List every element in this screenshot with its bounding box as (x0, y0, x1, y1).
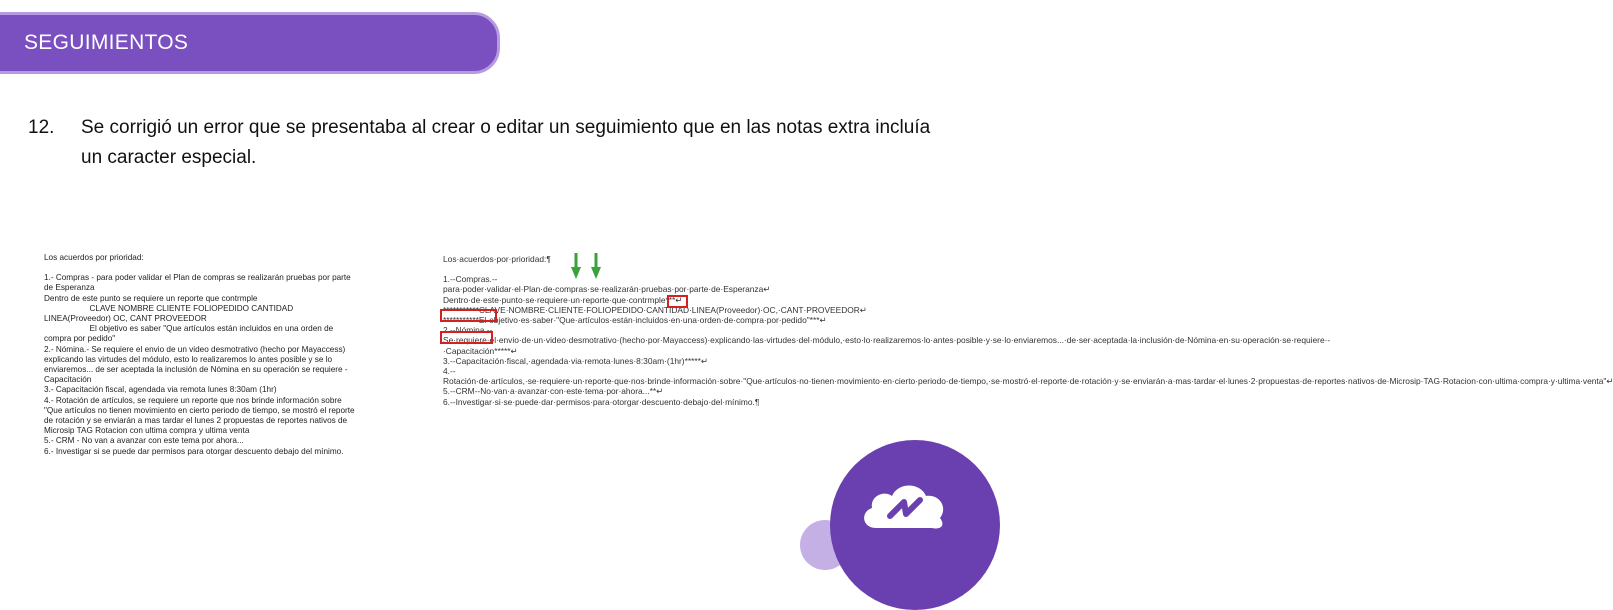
doc-line: 1.- Compras - para poder validar el Plan de compras se realizarán pruebas por parte de Esperanza (44, 273, 354, 293)
doc-line: 2.--Nómina.--Se·requiere·el·envio·de·un·video·desmotrativo·(hecho·por·Mayaccess)·explicando·las·virtudes·del·módulo,·esto·lo·realizaremos·lo·antes·posible·y·se·lo·enviaremos...·de·ser·aceptada·la·inclusión·de·Nómina·en·su·operación·se·requiere·-·Capacitación*****↵ (443, 325, 1331, 356)
doc-line: Dentro de este punto se requiere un reporte que contrmple (44, 293, 258, 303)
doc-line (443, 264, 793, 274)
doc-line: El objetivo es saber "Que artículos están incluidos en una orden de compra por pedido" (44, 324, 336, 344)
doc-line: Los·acuerdos·por·prioridad:¶ (443, 254, 551, 264)
doc-line: Los acuerdos por prioridad: (44, 253, 144, 262)
doc-line: 2.- Nómina.- Se requiere el envio de un video desmotrativo (hecho por Mayaccess) explicando las virtudes del módulo, esto lo realizaremos lo antes posible y se lo enviaremos... de ser aceptada la inclusión de Nómina en su operación se requiere - Capacitación (44, 344, 350, 385)
doc-line: 5.- CRM - No van a avanzar con este tema por ahora... (44, 436, 244, 446)
green-down-arrow-icon (571, 253, 581, 279)
doc-line: 1.--Compras.--para·poder·validar·el·Plan·de·compras·se·realizarán·pruebas·por·parte·de·Esperanza↵ (443, 274, 771, 295)
doc-line: 3.- Capacitación fiscal, agendada via remota lunes 8:30am (1hr) (44, 385, 277, 395)
doc-line: ***********El·objetivo·es·saber·"Que·artículos·están·incluidos·en·una·orden·de·compra·por·pedido"***↵ (443, 315, 827, 326)
doc-line: ***********CLAVE·NOMBRE·CLIENTE·FOLIOPEDIDO·CANTIDAD·LINEA(Proveedor)·OC,·CANT·PROVEEDOR↵ (443, 304, 867, 315)
doc-line: 6.- Investigar si se puede dar permisos para otorgar descuento debajo del mínimo. (44, 446, 344, 456)
item-number: 12. (28, 117, 55, 138)
doc-line: 4.- Rotación de artículos, se requiere un reporte que nos brinde información sobre "Que artículos no tienen movimiento en cierto periodo de tiempo, se mostró el reporte de rotación y se enviarán a mas tardar el lunes 2 propuestas de reportes nativos de Microsip TAG Rotacion con ultima compra y ultima venta (44, 395, 357, 436)
doc-line: 6.--Investigar·si·se·puede·dar·permisos·para·otorgar·descuento·debajo·del·mínimo.¶ (443, 396, 760, 407)
green-down-arrow-icon (591, 253, 601, 279)
highlight-box (440, 309, 497, 322)
item-description: Se corrigió un error que se presentaba al crear o editar un seguimiento que en las notas extra incluía un caracter especial. (81, 117, 931, 168)
doc-line: Dentro·de·este·punto·se·requiere·un·reporte·que·contrmple***↵ (443, 294, 683, 305)
doc-line: 5.--CRM--No·van·a·avanzar·con·este·tema·por·ahora...**↵ (443, 386, 664, 397)
document-after (443, 254, 1613, 407)
document-before (44, 253, 362, 457)
doc-line: 4.--Rotación·de·artículos,·se·requiere·un·reporte·que·nos·brinde·información·sobre·"Que·artículos·no·tienen·movimiento·en·cierto·periodo·de·tiempo,·se·mostró·el·reporte·de·rotación·y·se·enviarán·a·mas·tardar·el·lunes·2·propuestas·de·reportes·nativos·de·Microsip·TAG·Rotacion·con·ultima·compra·y·ultima·venta"↵ (443, 366, 1613, 387)
doc-line: CLAVE NOMBRE CLIENTE FOLIOPEDIDO CANTIDAD LINEA(Proveedor) OC, CANT PROVEEDOR (44, 303, 296, 324)
highlight-box (667, 295, 688, 308)
highlight-box (440, 331, 493, 344)
cloud-lightning-icon (856, 468, 952, 534)
doc-line (44, 263, 362, 273)
doc-line: 3.--Capacitación·fiscal,·agendada·via·remota·lunes·8:30am·(1hr)*****↵ (443, 355, 708, 366)
page-title: SEGUIMIENTOS (24, 31, 189, 54)
